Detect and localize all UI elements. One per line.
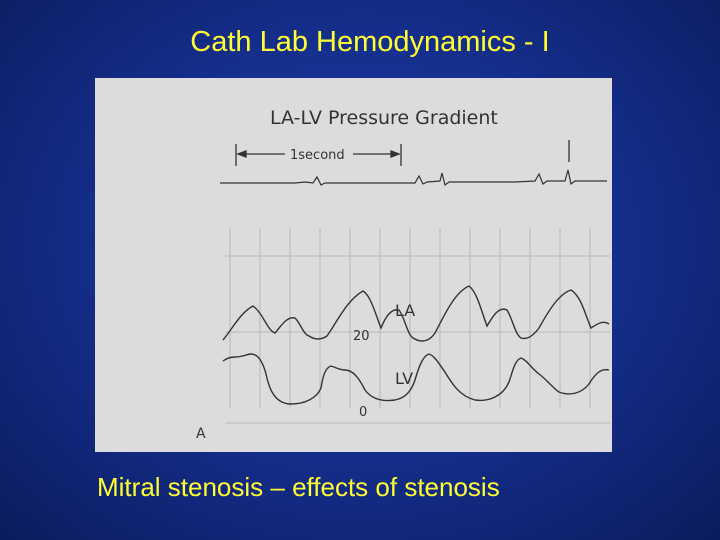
ecg-trace bbox=[220, 170, 607, 185]
time-scale-label: 1second bbox=[290, 148, 345, 163]
lv-trace-label: LV bbox=[395, 369, 414, 388]
la-pressure-trace bbox=[223, 286, 609, 341]
la-trace-label: LA bbox=[395, 301, 416, 320]
grid-lines bbox=[225, 228, 610, 423]
scale-mark-upper: 20 bbox=[353, 329, 370, 344]
figure-heading: LA-LV Pressure Gradient bbox=[270, 107, 498, 129]
scale-mark-lower: 0 bbox=[359, 405, 368, 420]
pressure-tracing-figure bbox=[95, 78, 612, 452]
time-scale-marker bbox=[236, 140, 569, 166]
panel-label: A bbox=[196, 426, 206, 442]
slide-title: Cath Lab Hemodynamics - I bbox=[190, 26, 550, 58]
pressure-tracing-svg bbox=[95, 78, 612, 452]
slide-caption: Mitral stenosis – effects of stenosis bbox=[97, 472, 500, 502]
lv-pressure-trace bbox=[223, 354, 609, 404]
